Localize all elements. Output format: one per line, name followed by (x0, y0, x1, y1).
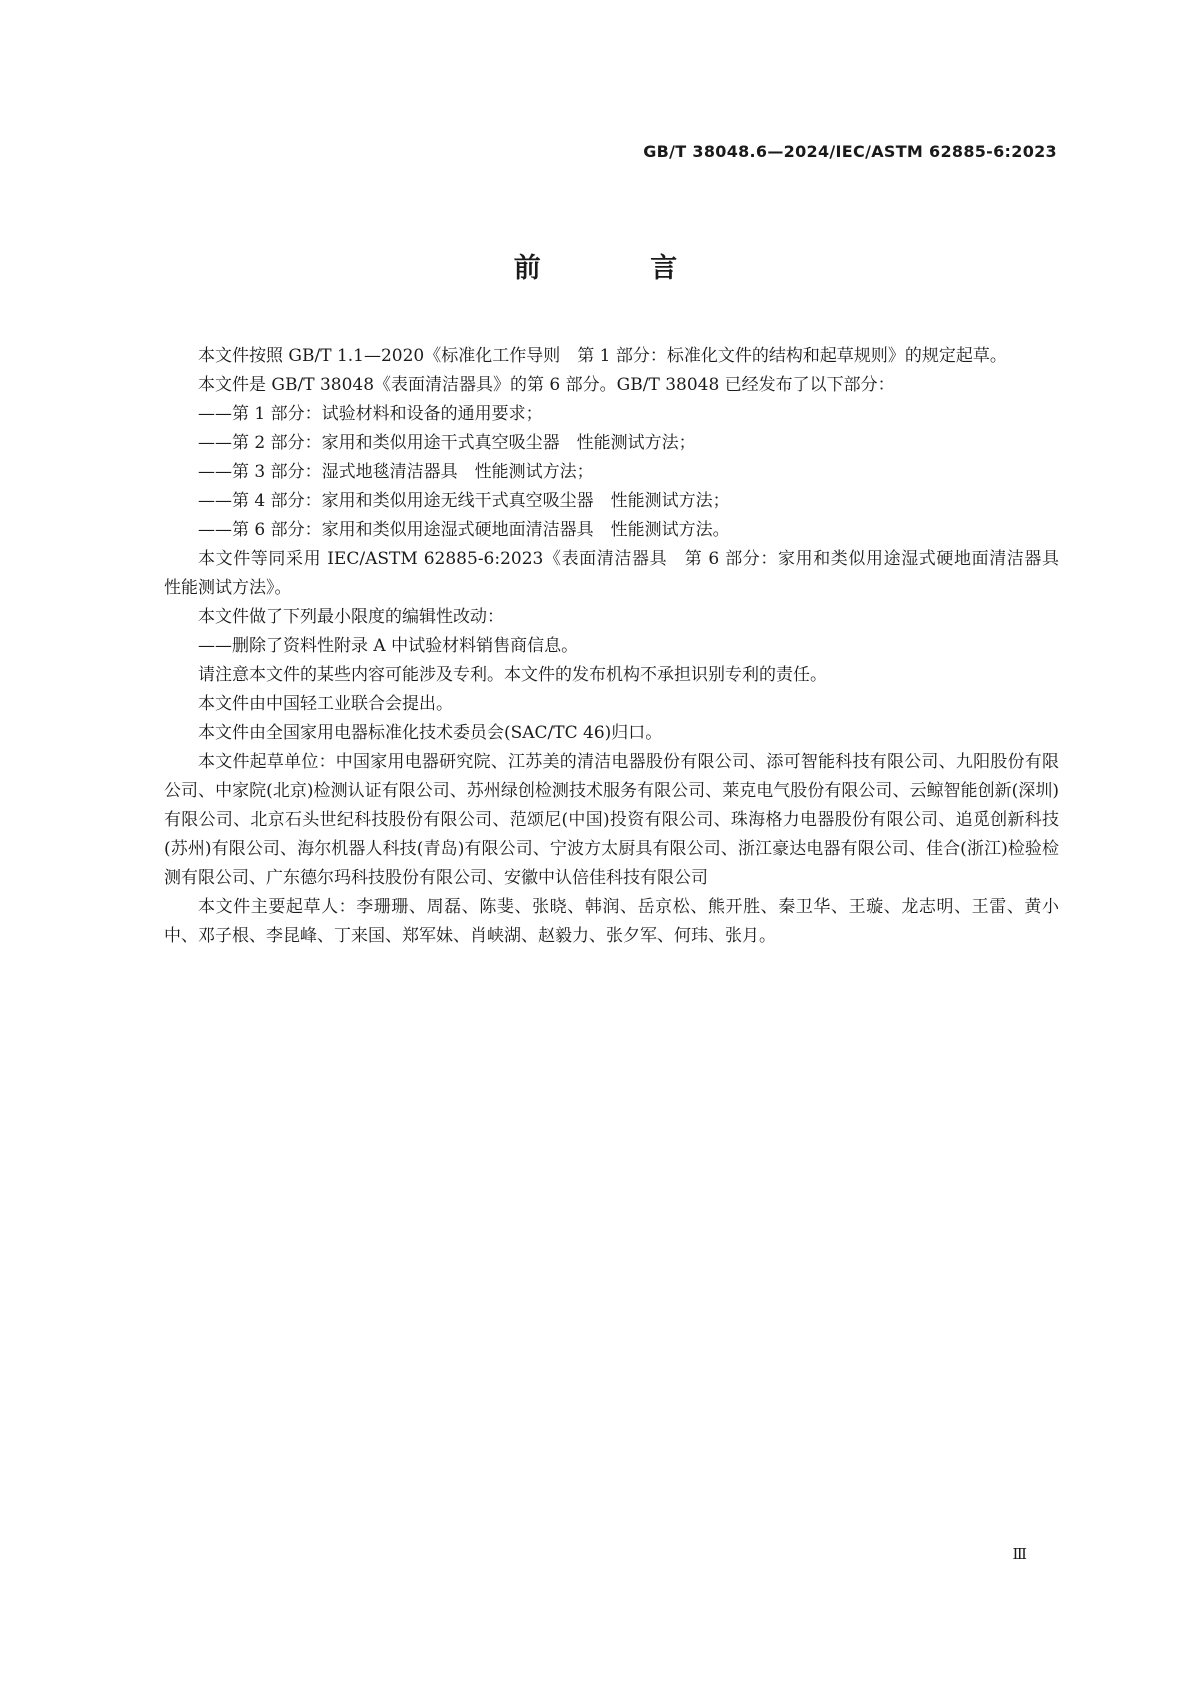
foreword-body (164, 342, 1076, 951)
paragraph-patent-notice: 请注意本文件的某些内容可能涉及专利。本文件的发布机构不承担识别专利的责任。 (198, 665, 827, 685)
paragraph-series-parts: 本文件是 GB/T 38048《表面清洁器具》的第 6 部分。GB/T 38048 已经发布了以下部分： (198, 375, 895, 395)
page-title: 前 言 (513, 253, 728, 284)
page-number: Ⅲ (1012, 1545, 1027, 1563)
paragraph-editorial-changes: 本文件做了下列最小限度的编辑性改动： (198, 607, 504, 627)
list-item-part-2: ——第 2 部分：家用和类似用途干式真空吸尘器 性能测试方法； (198, 433, 696, 453)
paragraph-proposed-by: 本文件由中国轻工业联合会提出。 (198, 694, 453, 714)
list-item-editorial-change: ——删除了资料性附录 A 中试验材料销售商信息。 (198, 636, 579, 656)
list-item-part-3: ——第 3 部分：湿式地毯清洁器具 性能测试方法； (198, 462, 594, 482)
paragraph-drafting-rules: 本文件按照 GB/T 1.1—2020《标准化工作导则 第 1 部分：标准化文件的结构和起草规则》的规定起草。 (198, 346, 1007, 366)
list-item-part-4: ——第 4 部分：家用和类似用途无线干式真空吸尘器 性能测试方法； (198, 491, 730, 511)
paragraph-administered-by: 本文件由全国家用电器标准化技术委员会(SAC/TC 46)归口。 (198, 723, 663, 743)
standard-code: GB/T 38048.6—2024/IEC/ASTM 62885-6:2023 (643, 142, 1057, 161)
paragraph-main-drafters: 本文件主要起草人：李珊珊、周磊、陈斐、张晓、韩润、岳京松、熊开胜、秦卫华、王璇、龙志明、王雷、黄小中、邓子根、李昆峰、丁来国、郑军妹、肖峡湖、赵毅力、张夕军、何玮、张月。 (164, 897, 1059, 946)
paragraph-drafting-units: 本文件起草单位：中国家用电器研究院、江苏美的清洁电器股份有限公司、添可智能科技有限公司、九阳股份有限公司、中家院(北京)检测认证有限公司、苏州绿创检测技术服务有限公司、莱克电气股份有限公司、云鲸智能创新(深圳)有限公司、北京石头世纪科技股份有限公司、范颂尼(中国)投资有限公司、珠海格力电器股份有限公司、追觅创新科技(苏州)有限公司、海尔机器人科技(青岛)有限公司、宁波方太厨具有限公司、浙江豪达电器有限公司、佳合(浙江)检验检测有限公司、广东德尔玛科技股份有限公司、安徽中认倍佳科技有限公司 (164, 752, 1059, 888)
list-item-part-6: ——第 6 部分：家用和类似用途湿式硬地面清洁器具 性能测试方法。 (198, 520, 730, 540)
paragraph-adoption: 本文件等同采用 IEC/ASTM 62885-6:2023《表面清洁器具 第 6 部分：家用和类似用途湿式硬地面清洁器具 性能测试方法》。 (164, 549, 1076, 598)
list-item-part-1: ——第 1 部分：试验材料和设备的通用要求； (198, 404, 543, 424)
